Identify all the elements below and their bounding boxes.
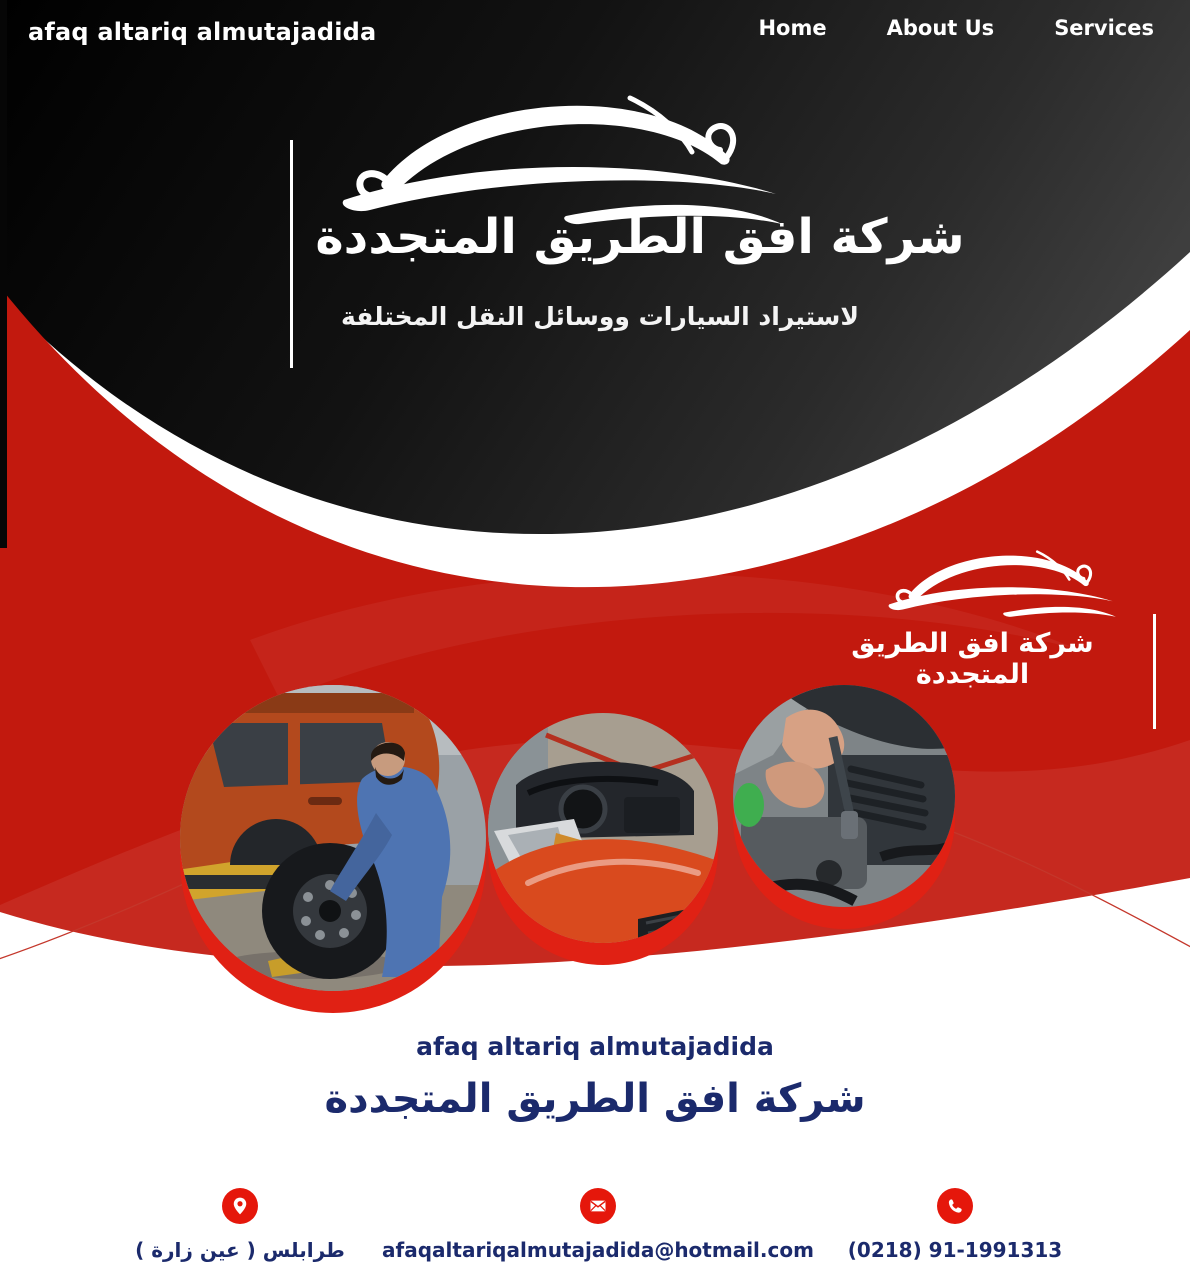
brand-title: afaq altariq almutajadida xyxy=(28,18,377,46)
mid-divider-line xyxy=(1153,614,1156,729)
phone-icon xyxy=(937,1188,973,1224)
main-nav xyxy=(758,16,1154,40)
engine-repair-photo xyxy=(733,685,955,907)
email-link[interactable]: afaqaltariqalmutajadida@hotmail.com xyxy=(382,1238,814,1262)
hero-subtitle: لاستيراد السيارات ووسائل النقل المختلفة xyxy=(341,302,859,331)
photo-circle-tire-change xyxy=(180,685,486,1013)
contact-phone xyxy=(805,1188,1105,1262)
phone-link[interactable]: (0218) 91-1991313 xyxy=(847,1238,1063,1262)
location-label: طرابلس ( عين زارة ) xyxy=(135,1238,345,1262)
nav-services[interactable]: Services xyxy=(1054,16,1154,40)
footer-title-ar: شركة افق الطريق المتجددة xyxy=(324,1076,866,1122)
envelope-icon xyxy=(580,1188,616,1224)
tire-change-photo xyxy=(180,685,486,991)
footer-title-en: afaq altariq almutajadida xyxy=(416,1032,774,1061)
contact-location xyxy=(90,1188,390,1262)
hero-divider-line xyxy=(290,140,293,368)
photo-circle-engine-repair xyxy=(733,685,955,929)
hero-title: شركة افق الطريق المتجددة xyxy=(315,209,965,265)
engine-bay-photo xyxy=(488,713,718,943)
car-silhouette-icon xyxy=(882,534,1120,622)
nav-home[interactable]: Home xyxy=(758,16,827,40)
contact-email xyxy=(382,1188,814,1262)
photo-circle-engine-bay xyxy=(488,713,718,965)
nav-about-us[interactable]: About Us xyxy=(886,16,995,40)
location-pin-icon xyxy=(222,1188,258,1224)
mid-banner-title: شركة افق الطريق المتجددة xyxy=(851,628,1094,690)
